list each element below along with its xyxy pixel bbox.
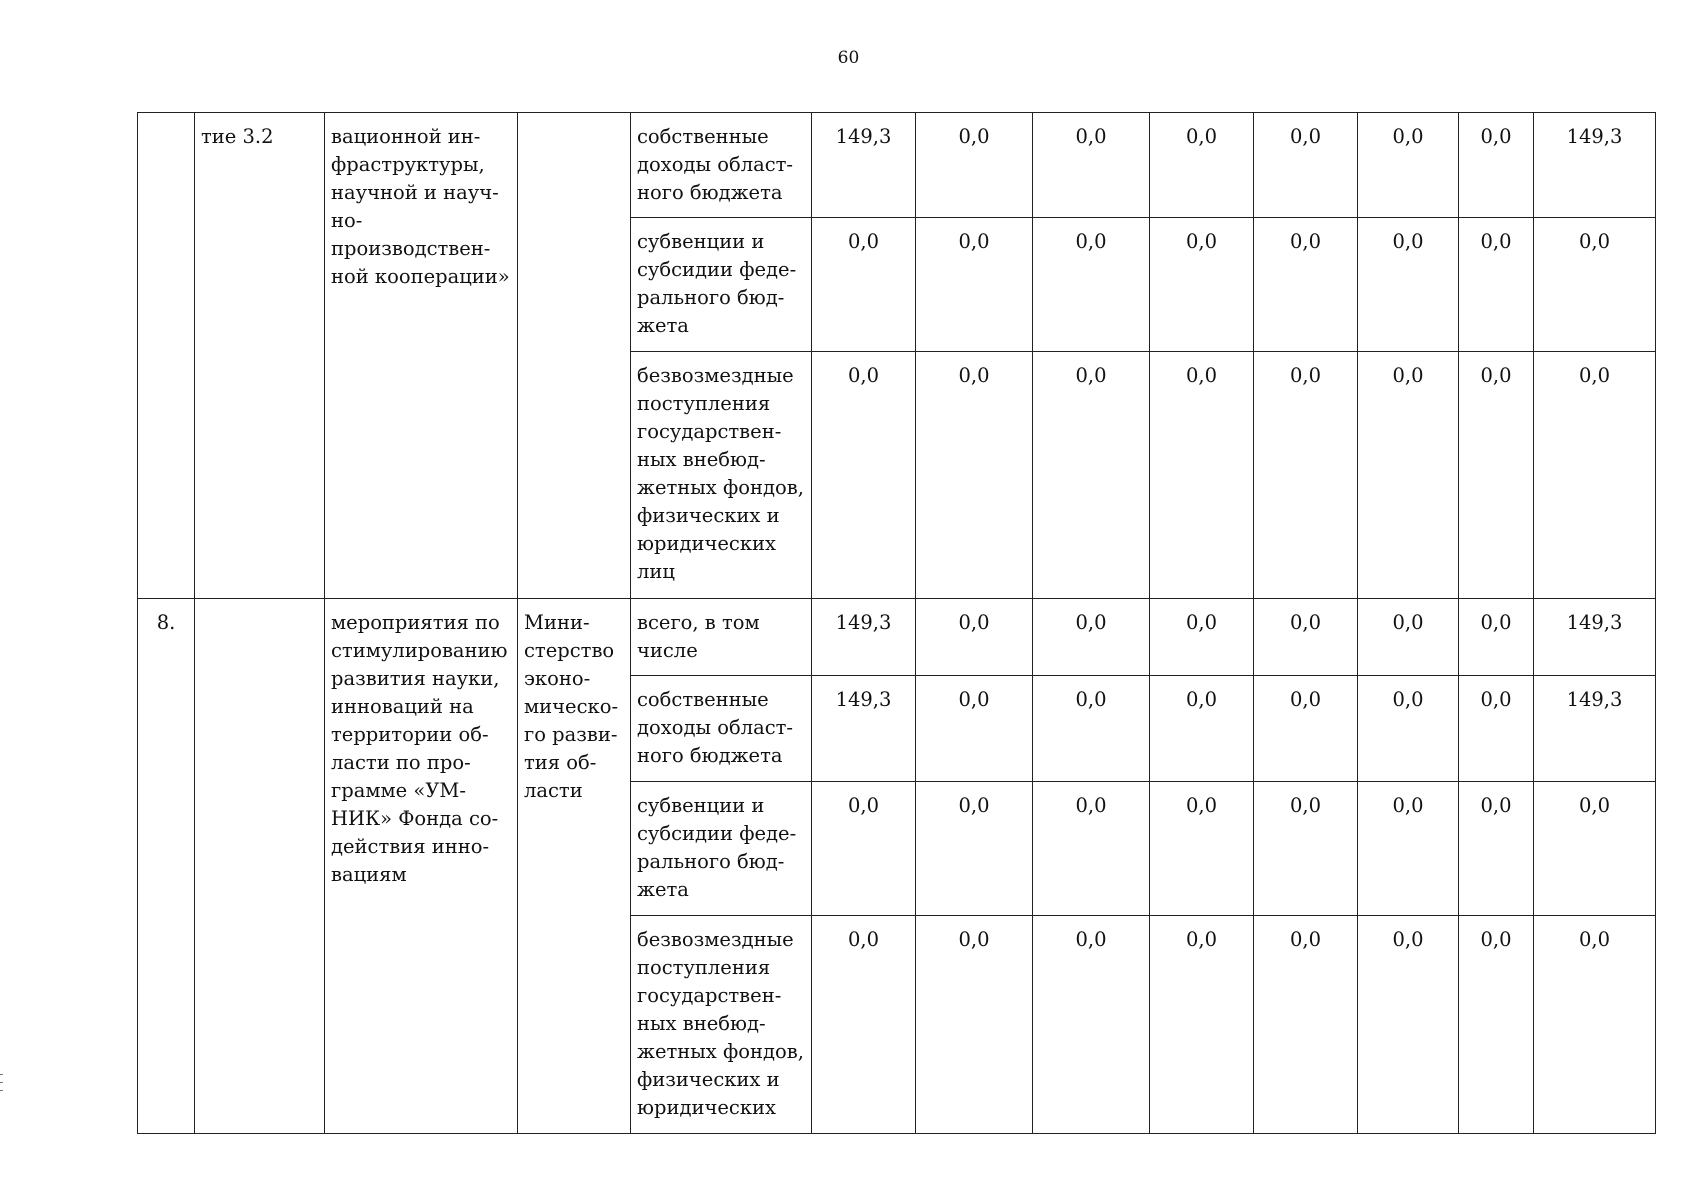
executor-cell	[518, 113, 631, 599]
value-cell: 0,0	[1033, 113, 1150, 218]
value-cell: 0,0	[1459, 352, 1534, 599]
value-cell: 0,0	[1254, 352, 1358, 599]
value-cell: 0,0	[1033, 782, 1150, 916]
value-cell: 0,0	[1534, 916, 1656, 1134]
value-cell: 0,0	[916, 352, 1033, 599]
value-cell: 0,0	[1033, 916, 1150, 1134]
measure-name-cell: вационной ин-фраструктуры, научной и науч-но-производствен-ной кооперации»	[325, 113, 518, 599]
value-cell: 0,0	[1254, 676, 1358, 782]
value-cell: 0,0	[1459, 218, 1534, 352]
value-cell: 149,3	[812, 113, 916, 218]
value-cell: 0,0	[1150, 218, 1254, 352]
value-cell: 0,0	[1254, 782, 1358, 916]
value-cell: 0,0	[812, 218, 916, 352]
table-body	[138, 113, 1656, 1134]
funding-source-cell: собственные доходы област-ного бюджета	[631, 113, 812, 218]
value-cell: 0,0	[1033, 218, 1150, 352]
value-cell: 0,0	[1459, 676, 1534, 782]
value-cell: 0,0	[1150, 352, 1254, 599]
value-cell: 0,0	[1534, 782, 1656, 916]
scan-mark	[0, 1074, 3, 1075]
value-cell: 0,0	[812, 782, 916, 916]
value-cell: 0,0	[1033, 599, 1150, 676]
table-row	[138, 599, 1656, 676]
value-cell: 0,0	[916, 676, 1033, 782]
value-cell: 0,0	[1358, 599, 1459, 676]
value-cell: 0,0	[1358, 352, 1459, 599]
row-number-cell: 8.	[138, 599, 195, 1134]
value-cell: 0,0	[1459, 782, 1534, 916]
value-cell: 0,0	[1150, 782, 1254, 916]
value-cell: 0,0	[1358, 676, 1459, 782]
value-cell: 0,0	[1534, 218, 1656, 352]
funding-source-cell: безвозмездные поступления государствен-ных внебюд-жетных фондов, физических и юридических	[631, 916, 812, 1134]
measure-code-cell: тие 3.2	[195, 113, 325, 599]
funding-source-cell: безвозмездные поступления государствен-ных внебюд-жетных фондов, физических и юридических лиц	[631, 352, 812, 599]
value-cell: 0,0	[1358, 782, 1459, 916]
value-cell: 0,0	[812, 916, 916, 1134]
value-cell: 0,0	[1459, 599, 1534, 676]
funding-source-cell: субвенции и субсидии феде-рального бюд-жета	[631, 782, 812, 916]
value-cell: 0,0	[916, 599, 1033, 676]
value-cell: 0,0	[1150, 916, 1254, 1134]
value-cell: 149,3	[1534, 676, 1656, 782]
value-cell: 0,0	[1459, 113, 1534, 218]
value-cell: 0,0	[1033, 352, 1150, 599]
funding-source-cell: субвенции и субсидии феде-рального бюд-жета	[631, 218, 812, 352]
funding-source-cell: всего, в том числе	[631, 599, 812, 676]
budget-table	[137, 112, 1656, 1134]
scan-mark	[0, 1090, 3, 1091]
value-cell: 0,0	[1254, 218, 1358, 352]
value-cell: 0,0	[916, 113, 1033, 218]
value-cell: 0,0	[1459, 916, 1534, 1134]
funding-source-cell: собственные доходы област-ного бюджета	[631, 676, 812, 782]
scan-mark	[0, 1082, 3, 1083]
value-cell: 0,0	[1150, 113, 1254, 218]
page-number: 60	[837, 48, 860, 68]
value-cell: 149,3	[812, 599, 916, 676]
value-cell: 0,0	[1358, 218, 1459, 352]
value-cell: 149,3	[812, 676, 916, 782]
value-cell: 0,0	[1534, 352, 1656, 599]
value-cell: 0,0	[812, 352, 916, 599]
measure-name-cell: мероприятия по стимулированию развития науки, инноваций на территории об-ласти по про-грамме «УМ-НИК» Фонда со-действия инно-вациям	[325, 599, 518, 1134]
value-cell: 0,0	[1254, 113, 1358, 218]
row-number-cell	[138, 113, 195, 599]
value-cell: 0,0	[1033, 676, 1150, 782]
value-cell: 0,0	[916, 916, 1033, 1134]
value-cell: 149,3	[1534, 113, 1656, 218]
table-row	[138, 113, 1656, 218]
value-cell: 0,0	[1358, 113, 1459, 218]
executor-cell: Мини-стерство эконо-мическо-го разви-тия об-ласти	[518, 599, 631, 1134]
value-cell: 0,0	[1358, 916, 1459, 1134]
value-cell: 0,0	[1150, 599, 1254, 676]
value-cell: 149,3	[1534, 599, 1656, 676]
measure-code-cell	[195, 599, 325, 1134]
value-cell: 0,0	[916, 782, 1033, 916]
value-cell: 0,0	[1254, 916, 1358, 1134]
value-cell: 0,0	[916, 218, 1033, 352]
value-cell: 0,0	[1150, 676, 1254, 782]
value-cell: 0,0	[1254, 599, 1358, 676]
